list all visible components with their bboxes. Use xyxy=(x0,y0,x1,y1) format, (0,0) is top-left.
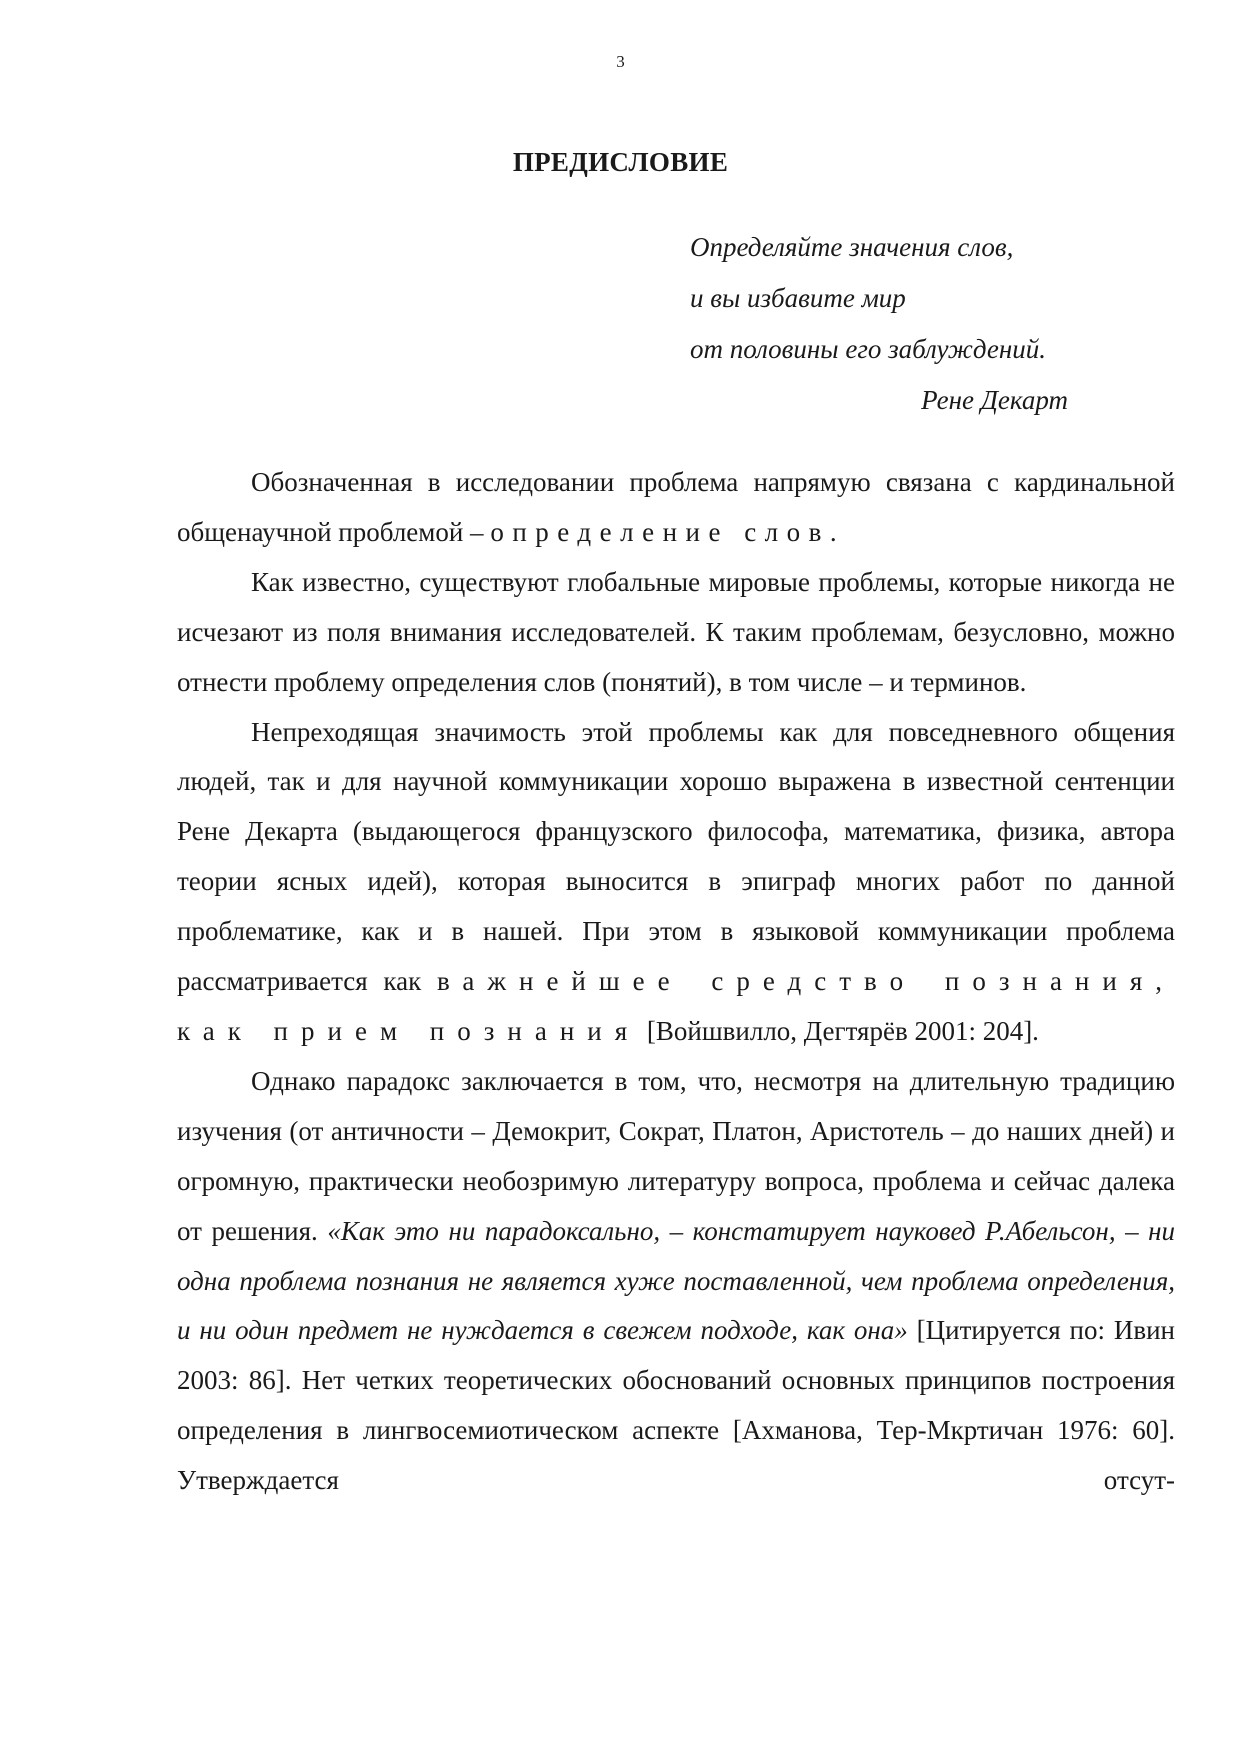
paragraph-4-text: Однако парадокс заключается в том, что, несмотря на длительную традицию изучения (от античности – Демокрит, Сократ, Платон, Аристотель – до наших дней) и огромную, практически необозримую литературу вопроса, проблема и сейчас далека от решения. xyxy=(177,1065,1175,1246)
paragraph-4-rest: [Цитируется по: Ивин 2003: 86]. Нет четких теоретических обоснований основных принципов построения определения в лингвосемиотическом аспекте [Ахманова, Тер-Мкртичан 1976: 60]. Утверждается отсут- xyxy=(177,1315,1175,1496)
paragraph-2-text: Как известно, существуют глобальные мировые проблемы, которые никогда не исчезают из поля внимания исследователей. К таким проблемам, безусловно, можно отнести проблему определения слов (понятий), в том числе – и терминов. xyxy=(177,566,1175,697)
epigraph-line-1: Определяйте значения слов, xyxy=(690,232,1014,262)
paragraph-4 xyxy=(177,1057,1175,1506)
epigraph xyxy=(690,222,1090,426)
paragraph-3 xyxy=(177,708,1175,1057)
epigraph-line-2: и вы избавите мир xyxy=(690,283,906,313)
epigraph-line-3: от половины его заблуждений. xyxy=(690,334,1046,364)
paragraph-3-text: Непреходящая значимость этой проблемы как для повседневного общения людей, так и для научной коммуникации хорошо выражена в известной сентенции Рене Декарта (выдающегося французского философа, математика, физика, автора теории ясных идей), которая выносится в эпиграф многих работ по данной проблематике, как и в нашей. При этом в языковой коммуникации проблема рассматривается как xyxy=(177,716,1175,997)
page-number: 3 xyxy=(616,52,625,71)
section-heading: ПРЕДИСЛОВИЕ xyxy=(512,147,729,177)
paragraph-2 xyxy=(177,558,1175,708)
epigraph-author: Рене Декарт xyxy=(921,385,1068,415)
paragraph-3-emphasis: важнейшее средство познания, как прием познания xyxy=(177,966,1175,1046)
paragraph-4-quote: «Как это ни парадоксально, – констатирует науковед Р.Абельсон, – ни одна проблема познания не является хуже поставленной, чем проблема определения, и ни один предмет не нуждается в свежем подходе, как она» xyxy=(177,1215,1175,1346)
body-text xyxy=(177,458,1175,1506)
paragraph-1-emphasis: определение слов. xyxy=(490,516,846,547)
paragraph-3-citation: [Войшвилло, Дегтярёв 2001: 204]. xyxy=(640,1015,1039,1046)
paragraph-1 xyxy=(177,458,1175,558)
paragraph-1-text: Обозначенная в исследовании проблема напрямую связана с кардинальной общенаучной проблемой – xyxy=(177,467,1175,547)
